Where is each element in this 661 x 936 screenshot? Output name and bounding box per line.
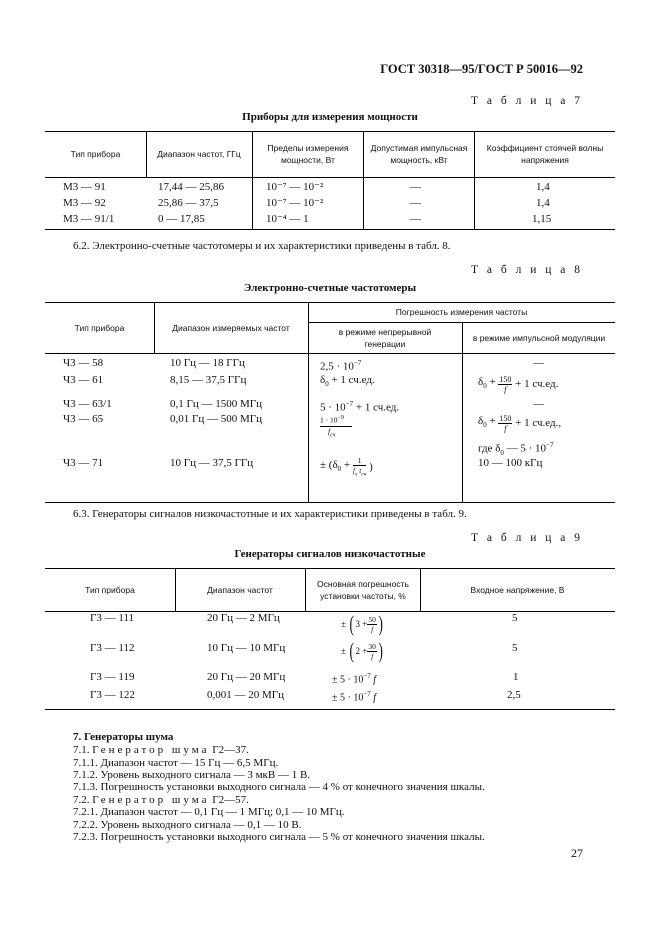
table7-col-type: Тип прибора xyxy=(70,149,121,159)
table8-range: 8,15 — 37,5 ГГц xyxy=(170,374,247,386)
table9-range: 10 Гц — 10 МГц xyxy=(207,642,286,654)
table9-type: Г3 — 111 xyxy=(90,612,135,624)
table8-type: Ч3 — 63/1 xyxy=(63,398,112,410)
table9-type: Г3 — 112 xyxy=(90,642,135,654)
table8-pulse: $\delta_0$ + $\frac{150}{f}$ + 1 сч.ед. xyxy=(478,375,559,394)
table8-col-type: Тип прибора xyxy=(74,322,125,333)
table7-vswr: 1,4 xyxy=(536,197,550,209)
table8-title: Электронно-счетные частотомеры xyxy=(243,282,417,294)
table9-voltage: 5 xyxy=(512,642,518,654)
section7-line: 7.2.3. Погрешность установки выходного сигнала — 5 % от конечного значения шкалы. xyxy=(73,831,485,843)
table8-col-cont: в режиме непрерывной генерации xyxy=(338,326,432,349)
table8-pulse: — xyxy=(533,398,544,410)
table7-range: 17,44 — 25,86 xyxy=(158,181,224,193)
table8-col-pulse: в режиме импульсной модуляции xyxy=(472,332,606,343)
section7-line: 7.1.2. Уровень выходного сигнала — 3 мкВ — 1 В. xyxy=(73,769,311,781)
table9-title: Генераторы сигналов низкочастотные xyxy=(234,548,426,560)
table7-type: М3 — 92 xyxy=(63,197,106,209)
section7-1-num: 7.1. xyxy=(73,744,90,756)
section7-2-model: Г2—57. xyxy=(212,794,249,806)
table7-limits: 10⁻⁷ — 10⁻² xyxy=(266,181,324,193)
table9-voltage: 2,5 xyxy=(507,689,521,701)
table9-error: ± (2 + $\frac{30}{f}$ ) xyxy=(341,638,383,663)
table8-type: Ч3 — 65 xyxy=(63,413,104,425)
table9-voltage: 1 xyxy=(513,671,519,683)
table8-label: Т а б л и ц а 8 xyxy=(470,264,583,276)
table9-type: Г3 — 119 xyxy=(90,671,135,683)
table8-note: где $\delta_0$ — $5 \cdot 10^{-7}$ xyxy=(478,441,554,457)
table8-pulse: 10 — 100 кГц xyxy=(478,457,543,469)
table8-cont: $\delta_0 + 1$ сч.ед. xyxy=(320,374,375,389)
table9-col-error: Основная погрешность установки частоты, % xyxy=(317,578,409,601)
table8-type: Ч3 — 58 xyxy=(63,357,104,369)
table8-cont: ± ($\delta_0$ + 1 $f_х$ $t_{сч}$ ) xyxy=(320,456,373,478)
section7-line: 7.2.2. Уровень выходного сигнала — 0,1 — 10 В. xyxy=(73,819,302,831)
table9-error: ± $5 \cdot 10^{-7}$ f xyxy=(332,672,377,686)
table7-limits: 10⁻⁴ — 1 xyxy=(266,213,309,225)
section7-2-num: 7.2. xyxy=(73,794,90,806)
table9-range: 0,001 — 20 МГц xyxy=(207,689,285,701)
table8-cont: $1 \cdot 10^{-9}$ $f_{сч}$ xyxy=(320,413,352,440)
section7-line: 7.1.3. Погрешность установки выходного сигнала — 4 % от конечного значения шкалы. xyxy=(73,781,485,793)
table9-type: Г3 — 122 xyxy=(90,689,135,701)
table8-col-range: Диапазон измеряемых частот xyxy=(172,322,290,333)
table7-pulse: — xyxy=(410,213,421,225)
section7-line: 7.1.1. Диапазон частот — 15 Гц — 6,5 МГц. xyxy=(73,757,279,769)
table8-pulse: $\delta_0$ + $\frac{150}{f}$ + 1 сч.ед., xyxy=(478,414,562,433)
table7-range: 25,86 — 37,5 xyxy=(158,197,219,209)
table7-label: Т а б л и ц а 7 xyxy=(470,95,583,107)
table8-pulse: — xyxy=(533,357,544,369)
table8-cont: $2,5 \cdot 10^{-7}$ xyxy=(320,359,362,373)
page-number: 27 xyxy=(571,846,583,860)
table9-voltage: 5 xyxy=(512,612,518,624)
table7-col-limits: Пределы измерения мощности, Вт xyxy=(267,143,349,165)
table8-col-error: Погрешность измерения частоты xyxy=(395,307,528,317)
document-header: ГОСТ 30318—95/ГОСТ Р 50016—92 xyxy=(380,62,583,76)
table7-title: Приборы для измерения мощности xyxy=(242,111,418,123)
table8-range: 0,1 Гц — 1500 МГц xyxy=(170,398,263,410)
section7-2 xyxy=(73,794,249,807)
table7-type: М3 — 91 xyxy=(63,181,106,193)
table8-range: 0,01 Гц — 500 МГц xyxy=(170,413,263,425)
table9-error: ± (3 + $\frac{50}{f}$ ) xyxy=(341,611,383,636)
table7-pulse: — xyxy=(410,197,421,209)
table7-col-pulse: Допустимая импульсная мощность, кВт xyxy=(370,143,468,165)
table7-col-range: Диапазон частот, ГГц xyxy=(157,149,241,159)
table9-label: Т а б л и ц а 9 xyxy=(470,532,583,544)
table8-range: 10 Гц — 18 ГГц xyxy=(170,357,245,369)
table7-pulse: — xyxy=(410,181,421,193)
section7-1-label: Генератор шума xyxy=(92,744,210,756)
table9-col-type: Тип прибора xyxy=(85,584,135,595)
table7-limits: 10⁻⁷ — 10⁻² xyxy=(266,197,324,209)
table9-range: 20 Гц — 20 МГц xyxy=(207,671,286,683)
section7-line: 7.2.1. Диапазон частот — 0,1 Гц — 1 МГц; 0,1 — 10 МГц. xyxy=(73,806,345,818)
table7-range: 0 — 17,85 xyxy=(158,213,205,225)
table7-type: М3 — 91/1 xyxy=(63,213,115,225)
table9-col-range: Диапазон частот xyxy=(207,584,273,595)
table8-type: Ч3 — 61 xyxy=(63,374,104,386)
table9-col-voltage: Входное напряжение, В xyxy=(470,584,565,595)
table9-error: ± $5 \cdot 10^{-7}$ f xyxy=(332,690,377,704)
table7-vswr: 1,4 xyxy=(536,181,550,193)
table8-range: 10 Гц — 37,5 ГГц xyxy=(170,457,254,469)
section7-heading: 7. Генераторы шума xyxy=(73,731,174,743)
table7-col-vswr: Коэффициент стоячей волны напряжения xyxy=(486,143,604,165)
table8-cont: $5 \cdot 10^{-7} + 1$ сч.ед. xyxy=(320,400,400,414)
table9-range: 20 Гц — 2 МГц xyxy=(207,612,280,624)
section7-2-label: Генератор шума xyxy=(92,794,210,806)
section7-1 xyxy=(73,744,249,757)
table8-type: Ч3 — 71 xyxy=(63,457,104,469)
paragraph-6-2: 6.2. Электронно-счетные частотомеры и их характеристики приведены в табл. 8. xyxy=(73,240,451,252)
section7-1-model: Г2—37. xyxy=(212,744,249,756)
table7-vswr: 1,15 xyxy=(532,213,552,225)
paragraph-6-3: 6.3. Генераторы сигналов низкочастотные и их характеристики приведены в табл. 9. xyxy=(73,508,467,520)
